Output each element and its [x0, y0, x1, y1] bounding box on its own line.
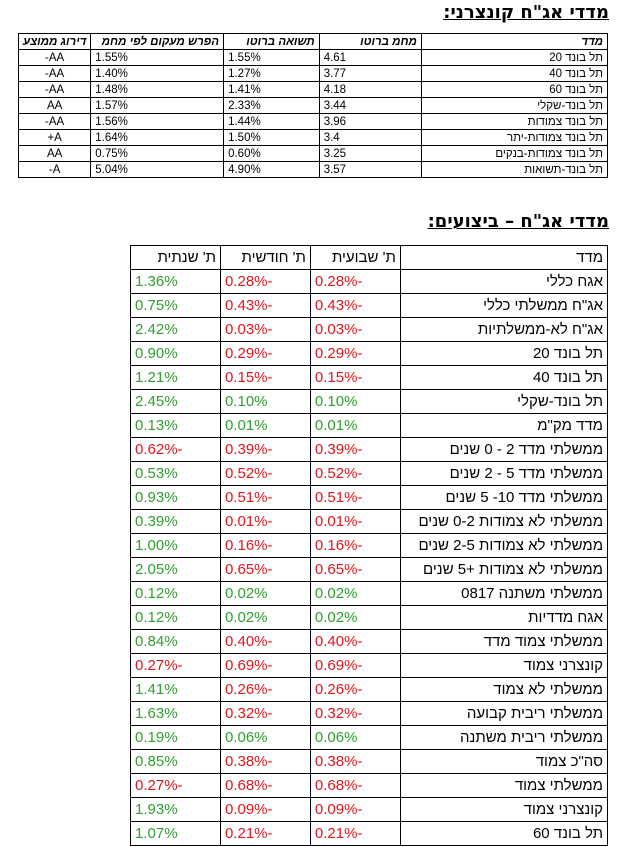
table-row — [131, 534, 608, 558]
value-cell: 3.44 — [319, 98, 421, 114]
table-row — [19, 114, 608, 130]
table-row — [131, 414, 608, 438]
column-header: הפרש מעקום לפי מחמ — [91, 34, 224, 50]
column-header: מדד — [400, 246, 607, 270]
table-row — [131, 798, 608, 822]
index-name-cell: ממשלתי לא צמודות 2-5 שנים — [400, 534, 607, 558]
return-cell: 1.41% — [131, 678, 221, 702]
value-cell: 1.41% — [224, 82, 320, 98]
return-cell: 2.45% — [131, 390, 221, 414]
return-cell: -0.69% — [220, 654, 310, 678]
value-cell: 4.90% — [224, 162, 320, 178]
table-row — [131, 630, 608, 654]
return-cell: 0.39% — [131, 510, 221, 534]
table-row — [131, 462, 608, 486]
value-cell: 1.27% — [224, 66, 320, 82]
return-cell: -0.38% — [310, 750, 400, 774]
value-cell: 1.55% — [224, 50, 320, 66]
value-cell: A- — [19, 162, 91, 178]
return-cell: -0.39% — [220, 438, 310, 462]
value-cell: 1.55% — [91, 50, 224, 66]
value-cell: 3.57 — [319, 162, 421, 178]
value-cell: 3.4 — [319, 130, 421, 146]
table-row — [131, 774, 608, 798]
index-name-cell: תל בונד-שקלי — [400, 390, 607, 414]
index-name-cell: תל בונד 60 — [400, 822, 607, 846]
return-cell: 0.02% — [220, 582, 310, 606]
return-cell: -0.39% — [310, 438, 400, 462]
return-cell: 1.21% — [131, 366, 221, 390]
column-header: ת' חודשית — [220, 246, 310, 270]
return-cell: -0.09% — [310, 798, 400, 822]
table-row — [131, 270, 608, 294]
index-name-cell: תל בונד 40 — [400, 366, 607, 390]
return-cell: -0.27% — [131, 654, 221, 678]
return-cell: -0.29% — [310, 342, 400, 366]
return-cell: 0.53% — [131, 462, 221, 486]
return-cell: -0.68% — [310, 774, 400, 798]
return-cell: -0.62% — [131, 438, 221, 462]
return-cell: -0.15% — [220, 366, 310, 390]
value-cell: 5.04% — [91, 162, 224, 178]
return-cell: -0.65% — [310, 558, 400, 582]
value-cell: AA- — [19, 114, 91, 130]
value-cell: 1.64% — [91, 130, 224, 146]
value-cell: AA- — [19, 50, 91, 66]
column-header: מחמ ברוטו — [319, 34, 421, 50]
index-name-cell: תל בונד 20 — [400, 342, 607, 366]
value-cell: AA — [19, 146, 91, 162]
return-cell: 0.19% — [131, 726, 221, 750]
value-cell: 1.56% — [91, 114, 224, 130]
index-name-cell: תל בונד צמודות-יתר — [421, 130, 607, 146]
table-row — [19, 82, 608, 98]
return-cell: -0.15% — [310, 366, 400, 390]
table-row — [19, 146, 608, 162]
return-cell: -0.43% — [220, 294, 310, 318]
column-header: ת' שבועית — [310, 246, 400, 270]
table-header-row — [19, 34, 608, 50]
return-cell: 0.02% — [310, 582, 400, 606]
value-cell: 4.18 — [319, 82, 421, 98]
table-row — [131, 510, 608, 534]
index-name-cell: ממשלתי לא צמודות 0-2 שנים — [400, 510, 607, 534]
table-row — [131, 750, 608, 774]
return-cell: -0.40% — [310, 630, 400, 654]
index-name-cell: מדד מק"מ — [400, 414, 607, 438]
return-cell: -0.28% — [220, 270, 310, 294]
index-name-cell: ממשלתי משתנה 0817 — [400, 582, 607, 606]
return-cell: 1.00% — [131, 534, 221, 558]
table-row — [19, 130, 608, 146]
table-row — [131, 294, 608, 318]
return-cell: -0.03% — [220, 318, 310, 342]
table-row — [19, 66, 608, 82]
return-cell: -0.68% — [220, 774, 310, 798]
index-name-cell: תל בונד-תשואות — [421, 162, 607, 178]
return-cell: 0.85% — [131, 750, 221, 774]
return-cell: -0.43% — [310, 294, 400, 318]
index-name-cell: תל בונד 40 — [421, 66, 607, 82]
index-name-cell: אג"ח ממשלתי כללי — [400, 294, 607, 318]
column-header: דירוג ממוצע — [19, 34, 91, 50]
value-cell: 1.48% — [91, 82, 224, 98]
index-name-cell: תל בונד-שקלי — [421, 98, 607, 114]
return-cell: 0.90% — [131, 342, 221, 366]
return-cell: 0.93% — [131, 486, 221, 510]
return-cell: 0.12% — [131, 606, 221, 630]
column-header: תשואה ברוטו — [224, 34, 320, 50]
bond-indices-title: מדדי אג"ח קונצרני: — [443, 2, 609, 23]
return-cell: 0.12% — [131, 582, 221, 606]
table-row — [131, 702, 608, 726]
value-cell: 4.61 — [319, 50, 421, 66]
return-cell: -0.26% — [220, 678, 310, 702]
index-name-cell: תל בונד 20 — [421, 50, 607, 66]
return-cell: 0.13% — [131, 414, 221, 438]
return-cell: -0.26% — [310, 678, 400, 702]
index-name-cell: אגח כללי — [400, 270, 607, 294]
return-cell: -0.09% — [220, 798, 310, 822]
column-header: מדד — [421, 34, 607, 50]
index-name-cell: אגח מדדיות — [400, 606, 607, 630]
return-cell: -0.38% — [220, 750, 310, 774]
return-cell: -0.21% — [310, 822, 400, 846]
return-cell: -0.03% — [310, 318, 400, 342]
table-row — [131, 678, 608, 702]
table-row — [131, 486, 608, 510]
return-cell: -0.51% — [220, 486, 310, 510]
return-cell: 1.63% — [131, 702, 221, 726]
value-cell: 1.44% — [224, 114, 320, 130]
index-name-cell: ממשלתי מדד 10- 5 שנים — [400, 486, 607, 510]
value-cell: AA- — [19, 66, 91, 82]
bond-indices-table — [18, 33, 608, 178]
index-name-cell: תל בונד צמודות — [421, 114, 607, 130]
return-cell: 2.42% — [131, 318, 221, 342]
return-cell: 0.06% — [220, 726, 310, 750]
return-cell: 1.36% — [131, 270, 221, 294]
table-row — [131, 726, 608, 750]
return-cell: -0.32% — [220, 702, 310, 726]
table-row — [131, 822, 608, 846]
return-cell: -0.40% — [220, 630, 310, 654]
index-name-cell: ממשלתי ריבית משתנה — [400, 726, 607, 750]
index-name-cell: ממשלתי צמוד מדד — [400, 630, 607, 654]
return-cell: -0.01% — [220, 510, 310, 534]
value-cell: AA- — [19, 82, 91, 98]
table-row — [19, 98, 608, 114]
value-cell: A+ — [19, 130, 91, 146]
return-cell: -0.65% — [220, 558, 310, 582]
return-cell: -0.52% — [220, 462, 310, 486]
return-cell: 0.10% — [310, 390, 400, 414]
index-name-cell: ממשלתי צמוד — [400, 774, 607, 798]
table-row — [19, 162, 608, 178]
value-cell: 1.57% — [91, 98, 224, 114]
return-cell: 0.10% — [220, 390, 310, 414]
return-cell: 0.75% — [131, 294, 221, 318]
return-cell: -0.52% — [310, 462, 400, 486]
return-cell: -0.32% — [310, 702, 400, 726]
performance-table — [130, 245, 608, 846]
performance-title: מדדי אג"ח – ביצועים: — [427, 211, 609, 232]
index-name-cell: תל בונד 60 — [421, 82, 607, 98]
index-name-cell: ממשלתי לא צמודות +5 שנים — [400, 558, 607, 582]
return-cell: 0.01% — [220, 414, 310, 438]
index-name-cell: ממשלתי ריבית קבועה — [400, 702, 607, 726]
index-name-cell: סה"כ צמוד — [400, 750, 607, 774]
table-row — [131, 342, 608, 366]
table-row — [131, 558, 608, 582]
value-cell: 1.50% — [224, 130, 320, 146]
value-cell: 0.60% — [224, 146, 320, 162]
column-header: ת' שנתית — [131, 246, 221, 270]
index-name-cell: ממשלתי לא צמוד — [400, 678, 607, 702]
return-cell: -0.16% — [310, 534, 400, 558]
return-cell: -0.28% — [310, 270, 400, 294]
return-cell: -0.16% — [220, 534, 310, 558]
table-row — [131, 438, 608, 462]
return-cell: -0.29% — [220, 342, 310, 366]
return-cell: 0.06% — [310, 726, 400, 750]
return-cell: 1.07% — [131, 822, 221, 846]
table-row — [131, 390, 608, 414]
return-cell: 0.02% — [220, 606, 310, 630]
return-cell: -0.51% — [310, 486, 400, 510]
index-name-cell: קונצרני צמוד — [400, 654, 607, 678]
value-cell: AA — [19, 98, 91, 114]
return-cell: 0.01% — [310, 414, 400, 438]
return-cell: -0.69% — [310, 654, 400, 678]
return-cell: 0.84% — [131, 630, 221, 654]
index-name-cell: קונצרני צמוד — [400, 798, 607, 822]
return-cell: -0.01% — [310, 510, 400, 534]
value-cell: 2.33% — [224, 98, 320, 114]
index-name-cell: תל בונד צמודות-בנקים — [421, 146, 607, 162]
return-cell: -0.27% — [131, 774, 221, 798]
value-cell: 3.96 — [319, 114, 421, 130]
table-row — [19, 50, 608, 66]
table-row — [131, 318, 608, 342]
return-cell: 1.93% — [131, 798, 221, 822]
return-cell: 2.05% — [131, 558, 221, 582]
index-name-cell: ממשלתי מדד 5 - 2 שנים — [400, 462, 607, 486]
return-cell: 0.02% — [310, 606, 400, 630]
return-cell: -0.21% — [220, 822, 310, 846]
table-row — [131, 606, 608, 630]
table-row — [131, 366, 608, 390]
value-cell: 3.25 — [319, 146, 421, 162]
value-cell: 1.40% — [91, 66, 224, 82]
table-header-row — [131, 246, 608, 270]
table-row — [131, 582, 608, 606]
table-row — [131, 654, 608, 678]
value-cell: 3.77 — [319, 66, 421, 82]
index-name-cell: ממשלתי מדד 2 - 0 שנים — [400, 438, 607, 462]
index-name-cell: אג"ח לא-ממשלתיות — [400, 318, 607, 342]
value-cell: 0.75% — [91, 146, 224, 162]
